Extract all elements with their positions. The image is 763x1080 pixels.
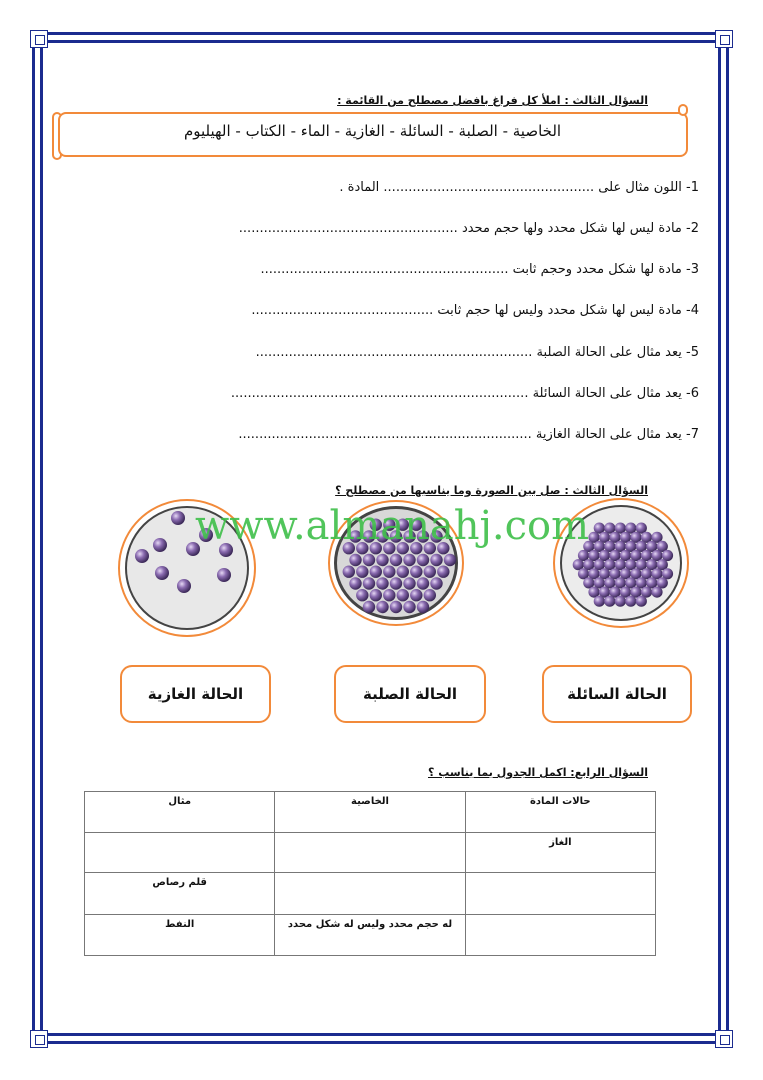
table-cell[interactable] xyxy=(465,873,655,915)
table-row xyxy=(85,833,656,873)
particle xyxy=(397,566,409,578)
table-cell[interactable]: قلم رصاص xyxy=(85,873,275,915)
particle xyxy=(356,589,368,601)
table-cell[interactable]: له حجم محدد وليس له شكل محدد xyxy=(275,915,465,956)
particle xyxy=(410,589,422,601)
corner-ornament-top-left xyxy=(30,30,48,48)
question-3: 3- مادة لها شكل محدد وحجم ثابت ............................................................ xyxy=(260,262,699,277)
label-liquid: الحالة السائلة xyxy=(542,665,692,723)
particle xyxy=(390,554,402,566)
particle xyxy=(403,577,415,589)
particle xyxy=(383,566,395,578)
particle xyxy=(383,589,395,601)
particle xyxy=(376,554,388,566)
particle xyxy=(417,601,429,613)
corner-ornament-bottom-right xyxy=(715,1030,733,1048)
question-1: 1- اللون مثال على ................................................... المادة . xyxy=(339,180,699,195)
particle xyxy=(437,566,449,578)
particle xyxy=(594,596,605,607)
particle xyxy=(410,566,422,578)
question-5: 5- يعد مثال على الحالة الصلبة ................................................................... xyxy=(255,345,699,360)
section2-title: السؤال الثالث : صل بين الصورة وما يناسبها من مصطلح ؟ xyxy=(335,484,648,497)
particle xyxy=(363,601,375,613)
table-row xyxy=(85,915,656,956)
particle xyxy=(625,596,636,607)
particle xyxy=(349,554,361,566)
particle xyxy=(370,566,382,578)
table-cell[interactable] xyxy=(85,833,275,873)
header-states: حالات المادة xyxy=(465,792,655,833)
particle xyxy=(376,577,388,589)
table-cell[interactable]: النفط xyxy=(85,915,275,956)
particle xyxy=(430,577,442,589)
particle xyxy=(356,566,368,578)
table-cell[interactable] xyxy=(275,873,465,915)
particle xyxy=(403,554,415,566)
question-4: 4- مادة ليس لها شكل محدد وليس لها حجم ثابت ............................................ xyxy=(251,303,699,318)
table-cell[interactable] xyxy=(275,833,465,873)
particle xyxy=(349,577,361,589)
corner-ornament-top-right xyxy=(715,30,733,48)
question-7: 7- يعد مثال على الحالة الغازية ....................................................................... xyxy=(238,427,699,442)
table-header-row xyxy=(85,792,656,833)
header-example: مثال xyxy=(85,792,275,833)
particle xyxy=(370,589,382,601)
particle xyxy=(651,587,662,598)
particle xyxy=(417,554,429,566)
particle xyxy=(424,566,436,578)
particle xyxy=(390,577,402,589)
question-6: 6- يعد مثال على الحالة السائلة ........................................................................ xyxy=(230,386,699,401)
particle xyxy=(363,554,375,566)
particle xyxy=(363,577,375,589)
particle xyxy=(636,596,647,607)
word-bank: الخاصية - الصلبة - السائلة - الغازية - الماء - الكتاب - الهيليوم xyxy=(183,122,562,140)
particle xyxy=(424,589,436,601)
particle xyxy=(430,554,442,566)
particle xyxy=(417,577,429,589)
particle xyxy=(615,596,626,607)
section3-title: السؤال الرابع: اكمل الجدول بما يناسب ؟ xyxy=(428,766,648,779)
question-2: 2- مادة ليس لها شكل محدد ولها حجم محدد ..................................................... xyxy=(238,221,699,236)
table-cell[interactable] xyxy=(465,915,655,956)
states-table xyxy=(84,791,656,956)
particle xyxy=(343,566,355,578)
scroll-curl-right xyxy=(678,104,688,116)
particle xyxy=(604,596,615,607)
table-row xyxy=(85,873,656,915)
watermark: www.almanahj.com xyxy=(195,503,590,549)
label-solid: الحالة الصلبة xyxy=(334,665,486,723)
particle xyxy=(390,601,402,613)
particle xyxy=(376,601,388,613)
particle xyxy=(403,601,415,613)
label-gas: الحالة الغازية xyxy=(120,665,271,723)
corner-ornament-bottom-left xyxy=(30,1030,48,1048)
particle xyxy=(444,554,456,566)
particle xyxy=(397,589,409,601)
header-property: الخاصية xyxy=(275,792,465,833)
section1-title: السؤال الثالث : املأ كل فراغ بافضل مصطلح من القائمة : xyxy=(337,94,648,107)
table-cell[interactable]: الغاز xyxy=(465,833,655,873)
